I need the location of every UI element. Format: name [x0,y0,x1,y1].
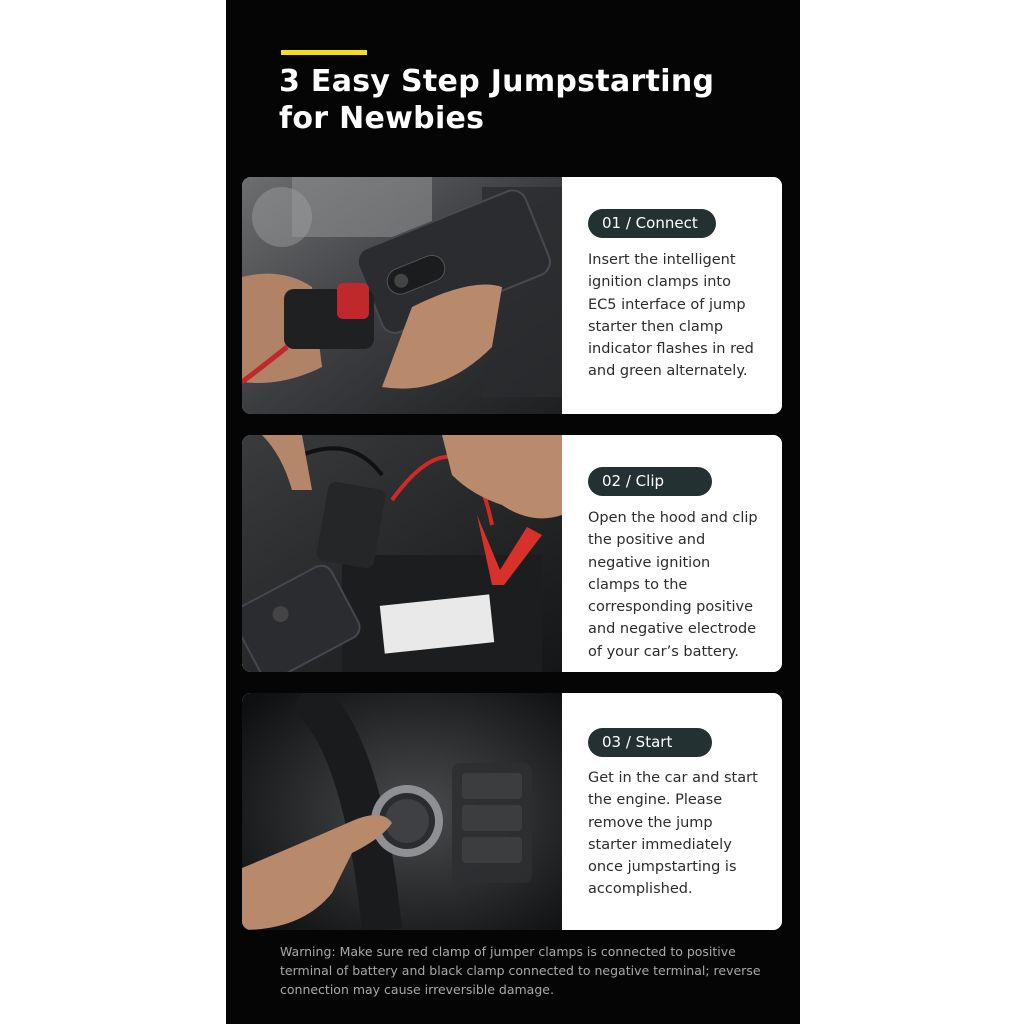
title-line-1: 3 Easy Step Jumpstarting [279,64,715,99]
connect-text-panel [562,177,782,414]
connect-photo [242,177,562,414]
step-description-connect: Insert the intelligent ignition clamps into EC5 interface of jump starter then clamp indicator flashes in red and green alternately. [588,252,754,380]
product-panel [226,0,800,1024]
start-photo [242,693,562,930]
title-line-2: for Newbies [279,101,485,136]
clip-text-panel [562,435,782,672]
clip-photo [242,435,562,672]
accent-bar [281,50,367,55]
step-description-clip: Open the hood and clip the positive and negative ignition clamps to the corresponding positive and negative electrode of your car’s battery. [588,510,758,660]
step-label-start: 03 / Start [588,728,712,757]
warning-note: Warning: Make sure red clamp of jumper clamps is connected to positive terminal of battery and black clamp connected to negative terminal; reverse connection may cause irreversible damage. [280,944,761,997]
page-title [279,63,759,137]
step-label-connect: 01 / Connect [588,209,716,238]
step-description-start: Get in the car and start the engine. Please remove the jump starter immediately once jumpstarting is accomplished. [588,770,758,898]
step-card-clip [242,435,782,672]
step-label-clip: 02 / Clip [588,467,712,496]
step-card-connect [242,177,782,414]
start-text-panel [562,693,782,930]
step-card-start [242,693,782,930]
